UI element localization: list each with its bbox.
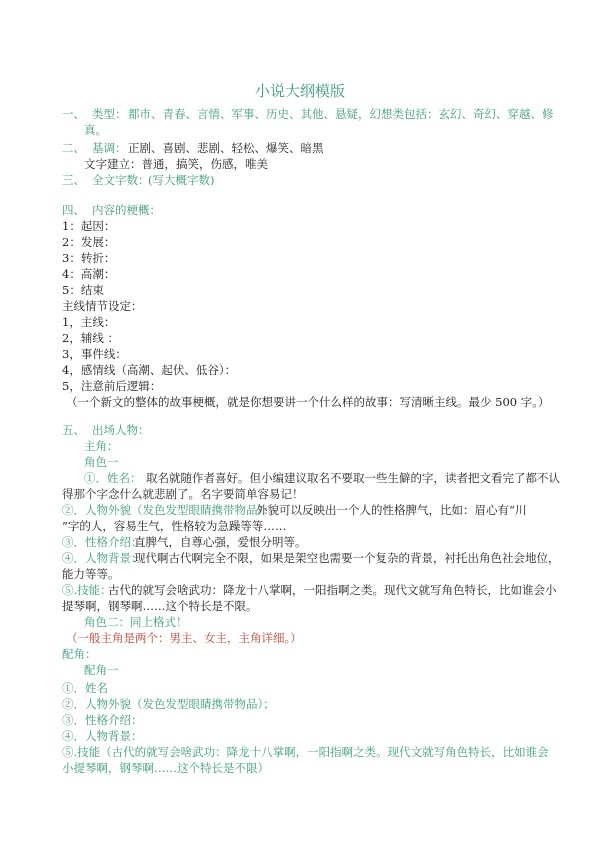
support-item: ①．姓名	[62, 681, 108, 695]
section-3-number: 三、	[62, 173, 85, 187]
role-1-personality-label: ③．性格介绍：	[62, 535, 143, 549]
lead-heading: 主角：	[84, 439, 119, 453]
section-2-text: 正剧、喜剧、悲剧、轻松、爆笑、暗黑	[128, 141, 324, 155]
role-1-skill-text: 古代的就写会啥武功：降龙十八掌啊，一阳指啊之类。现代文就写角色特长，比如谁会小	[108, 583, 557, 597]
main-plot-item: 1，主线：	[62, 315, 116, 329]
role-1-name-text-cont: 得那个字念什么就悲剧了。名字要简单容易记！	[62, 487, 304, 501]
lead-note: （一般主角是两个：男主、女主，主角详细。）	[66, 631, 302, 645]
section-1-number: 一、	[62, 107, 85, 121]
role-2-heading: 角色二：同上格式！	[84, 615, 188, 629]
role-1-name-text: 取名就随作者喜好。但小编建议取名不要取一些生僻的字，读者把文看完了都不认	[146, 471, 560, 485]
role-1-appearance-text-cont: ”字的人，容易生气，性格较为急躁等等……	[62, 519, 287, 533]
support-item: ③．性格介绍：	[62, 713, 143, 727]
role-1-name-label: ①．姓名：	[84, 471, 142, 485]
main-plot-item: 5，注意前后逻辑：	[62, 379, 162, 393]
main-plot-item: 4，感情线（高潮、起伏、低谷）：	[62, 363, 237, 377]
support-heading: 配角：	[62, 647, 97, 661]
role-1-skill-text-cont: 提琴啊，钢琴啊……这个特长是不限。	[62, 599, 258, 613]
section-2-number: 二、	[62, 141, 85, 155]
role-1-appearance-label: ②．人物外貌（发色发型眼睛携带物品）：	[62, 503, 275, 517]
synopsis-note: （一个新文的整体的故事梗概，就是你想要讲一个什么样的故事：写清晰主线。最少 500 字。）	[66, 395, 550, 409]
role-1-background-text: 现代啊古代啊完全不限，如果是架空也需要一个复杂的背景，衬托出角色社会地位，	[134, 551, 560, 565]
main-plot-item: 2，辅线 ：	[62, 331, 119, 345]
section-3-text: (写大概字数)	[148, 173, 215, 187]
support-skill-text: ⑤.技能（古代的就写会啥武功：降龙十八掌啊，一阳指啊之类。现代文就写角色特长，比如谁会	[62, 745, 549, 759]
page-title: 小说大纲模版	[254, 82, 345, 100]
role-1-heading: 角色一	[84, 455, 119, 469]
role-1-background-text-cont: 能力等等。	[62, 567, 120, 581]
outline-item: 5：结束	[62, 283, 104, 297]
outline-item: 4：高潮：	[62, 267, 116, 281]
section-4-label: 内容的梗概：	[92, 203, 161, 217]
main-plot-item: 3，事件线：	[62, 347, 127, 361]
section-2-sub: 文字建立：普通，搞笑，伤感，唯美	[84, 157, 268, 171]
support-item: ④．人物背景：	[62, 729, 143, 743]
section-1-label: 类型：	[92, 107, 127, 121]
main-plot-title: 主线情节设定：	[62, 299, 143, 313]
section-1-text: 都市、青春、言情、军事、历史、其他、悬疑，幻想类包括：玄幻、奇幻、穿越、修	[128, 107, 554, 121]
role-1-personality-text: 直脾气，自尊心强，爱恨分明等。	[134, 535, 307, 549]
outline-item: 3：转折：	[62, 251, 116, 265]
section-1-text-cont: 真。	[84, 123, 107, 137]
role-1-background-label: ④．人物背景：	[62, 551, 143, 565]
role-1-appearance-text: 外貌可以反映出一个人的性格脾气，比如：眉心有“川	[256, 503, 527, 517]
outline-item: 1：起因：	[62, 219, 116, 233]
support-role-1-heading: 配角一	[84, 663, 119, 677]
outline-item: 2：发展：	[62, 235, 116, 249]
support-skill-text-cont: 小提琴啊，钢琴啊……这个特长是不限）	[62, 761, 269, 775]
section-3-label: 全文字数：	[92, 173, 150, 187]
section-4-number: 四、	[62, 203, 85, 217]
section-5-label: 出场人物：	[92, 423, 150, 437]
support-item: ②．人物外貌（发色发型眼睛携带物品）；	[62, 697, 275, 711]
section-5-number: 五、	[62, 423, 85, 437]
section-2-label: 基调：	[92, 141, 127, 155]
role-1-skill-label: ⑤.技能：	[62, 583, 112, 597]
